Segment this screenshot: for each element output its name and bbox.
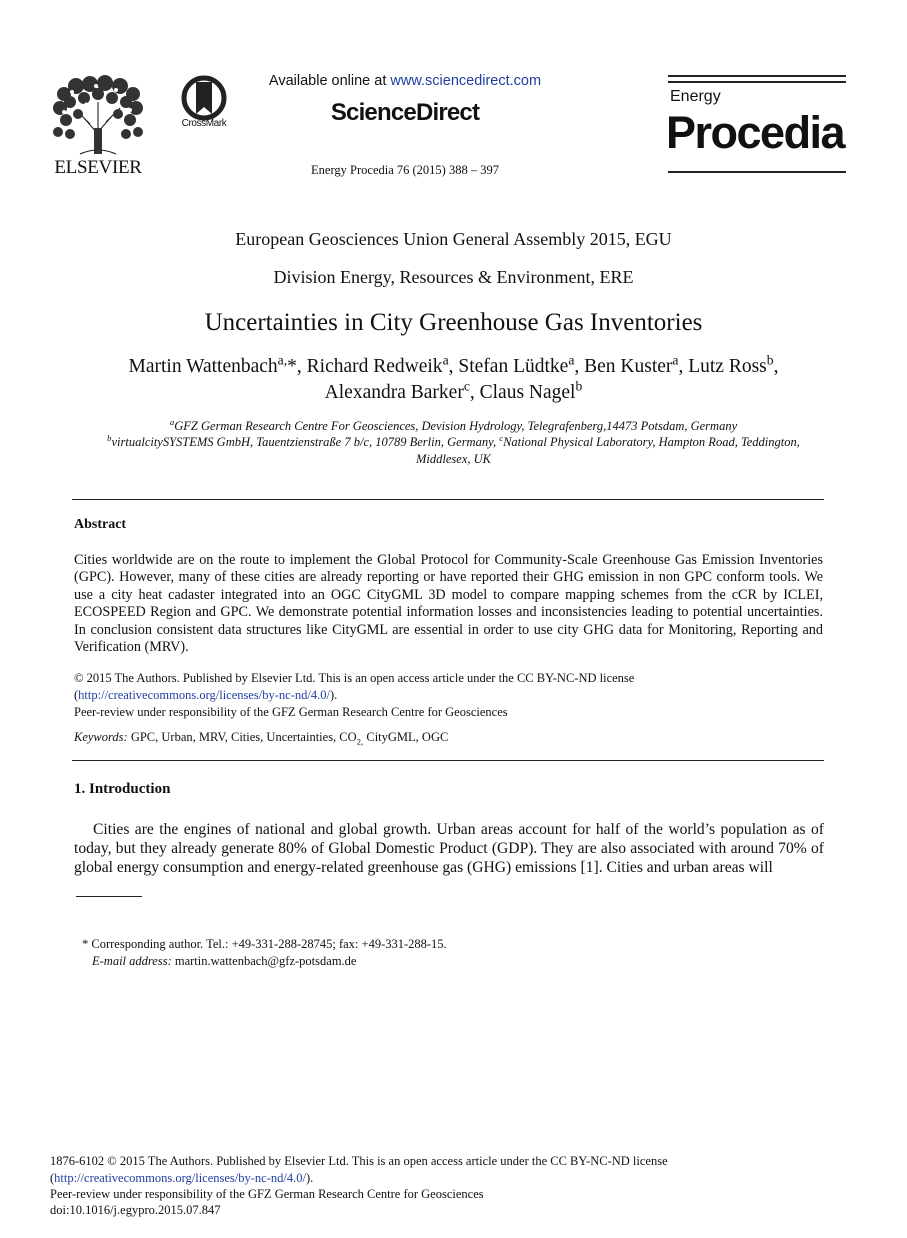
journal-rule-top	[668, 75, 846, 77]
bottom-license-link[interactable]: http://creativecommons.org/licenses/by-nc-nd/4.0/	[54, 1171, 306, 1185]
email-label: E-mail address:	[92, 954, 172, 968]
author-name: Martin Wattenbach	[128, 356, 278, 377]
affiliation-text: virtualcitySYSTEMS GmbH, Tauentzienstraße 7 b/c, 10789 Berlin, Germany,	[111, 435, 500, 449]
affiliation-a	[0, 416, 907, 434]
footnote-rule	[76, 896, 142, 897]
affiliation-text: National Physical Laboratory, Hampton Road, Teddington,	[503, 435, 800, 449]
affiliation-mark: c	[499, 432, 504, 443]
keywords-line	[74, 730, 834, 745]
author-separator: ,	[296, 356, 307, 377]
author-separator: ,	[469, 382, 480, 403]
journal-name-procedia: Procedia	[666, 107, 845, 158]
journal-rule-bottom	[668, 171, 846, 173]
author-affiliation-mark: a	[568, 352, 575, 368]
paren: ).	[305, 1171, 314, 1185]
keywords-text: GPC, Urban, MRV, Cities, Uncertainties, CO	[127, 730, 357, 744]
author-affiliation-mark: a	[442, 352, 449, 368]
author-name: Richard Redweik	[306, 356, 443, 377]
sciencedirect-logo: ScienceDirect	[330, 99, 480, 126]
author-name: Lutz Ross	[688, 356, 767, 377]
keywords-subscript: 2,	[356, 736, 364, 747]
crossmark-label: CrossMark	[181, 118, 227, 129]
footnote-mark: *	[82, 937, 89, 951]
sciencedirect-link[interactable]: www.sciencedirect.com	[390, 73, 542, 89]
peer-review-line: Peer-review under responsibility of the GFZ German Research Centre for Geosciences	[74, 705, 508, 719]
bottom-license-link-line	[50, 1171, 313, 1186]
journal-reference: Energy Procedia 76 (2015) 388 – 397	[311, 163, 499, 177]
doi-line: doi:10.1016/j.egypro.2015.07.847	[50, 1203, 221, 1217]
affiliation-text: GFZ German Research Centre For Geosciences, Devision Hydrology, Telegrafenberg,14473 Potsdam, Germany	[174, 419, 738, 433]
author-affiliation-mark: a,	[277, 352, 288, 368]
paper-title: Uncertainties in City Greenhouse Gas Inventories	[204, 309, 703, 336]
footnote-corresponding	[82, 937, 447, 952]
introduction-text: Cities are the engines of national and global growth. Urban areas account for half of the world’s population as of today, but they already generate 80% of Global Domestic Product (GDP). They are also associated with around 70% of global energy consumption and energy-related greenhouse gas (GHG) emissions [1]. Cities and urban areas will	[74, 821, 824, 876]
abstract-heading: Abstract	[74, 517, 127, 532]
affiliation-c-continued: Middlesex, UK	[416, 452, 491, 466]
author-affiliation-mark: c	[463, 378, 470, 394]
keywords-text: CityGML, OGC	[363, 730, 449, 744]
abstract-text: Cities worldwide are on the route to implement the Global Protocol for Community-Scale Greenhouse Gas Emission Inventories (GPC). However, many of these cities are already reporting or have reported their GHG emission in non GPC conform tools. We use a city heat cadaster integrated into an OGC CityGML 3D model to compare mapping schemes from the cCR by ICLEI, ECOSPEED Region and GPC. We demonstrate potential information losses and inconsistencies leading to potential uncertainties. In conclusion consistent data structures like CityGML are essential in order to use city GHG data for Monitoring, Reporting and Verification (MRV).	[74, 552, 823, 656]
author-name: Claus Nagel	[479, 382, 576, 403]
author-separator: ,	[773, 356, 779, 377]
divider-middle	[72, 760, 824, 761]
affiliation-mark: b	[107, 432, 112, 443]
license-link-line	[74, 688, 834, 703]
author-affiliation-mark: b	[766, 352, 774, 368]
affiliation-mark: a	[169, 416, 175, 427]
bottom-peer-review: Peer-review under responsibility of the GFZ German Research Centre for Geosciences	[50, 1187, 484, 1201]
author-separator: ,	[448, 356, 459, 377]
paren: (	[74, 688, 79, 702]
author-name: Stefan Lüdtke	[458, 356, 569, 377]
corresponding-mark: *	[287, 356, 297, 377]
author-affiliation-mark: a	[672, 352, 679, 368]
elsevier-wordmark: ELSEVIER	[54, 157, 142, 178]
author-separator: ,	[678, 356, 689, 377]
available-online	[250, 73, 560, 89]
author-list-line-1	[0, 352, 907, 378]
footnote-text: Corresponding author. Tel.: +49-331-288-28745; fax: +49-331-288-15.	[88, 937, 447, 951]
author-affiliation-mark: b	[575, 378, 583, 394]
affiliation-b-c	[0, 432, 907, 450]
paren: ).	[329, 688, 338, 702]
section-heading-introduction: 1. Introduction	[74, 781, 171, 797]
keywords-label: Keywords:	[74, 730, 128, 744]
author-name: Alexandra Barker	[324, 382, 464, 403]
conference-line-2: Division Energy, Resources & Environment, ERE	[273, 267, 634, 287]
copyright-line: © 2015 The Authors. Published by Elsevier Ltd. This is an open access article under the CC BY-NC-ND license	[74, 671, 635, 685]
conference-line-1: European Geosciences Union General Assembly 2015, EGU	[235, 229, 672, 249]
footnote-email	[92, 954, 356, 969]
email-address: martin.wattenbach@gfz-potsdam.de	[171, 954, 357, 968]
issn-copyright-line: 1876-6102 © 2015 The Authors. Published by Elsevier Ltd. This is an open access article under the CC BY-NC-ND license	[50, 1154, 668, 1168]
author-list-line-2	[0, 378, 907, 404]
divider-top	[72, 499, 824, 500]
paren: (	[50, 1171, 55, 1185]
journal-rule-top-2	[668, 81, 846, 83]
journal-name-energy: Energy	[670, 88, 721, 105]
available-prefix: Available online at	[268, 73, 391, 89]
author-separator: ,	[574, 356, 585, 377]
license-link[interactable]: http://creativecommons.org/licenses/by-nc-nd/4.0/	[78, 688, 330, 702]
author-name: Ben Kuster	[584, 356, 673, 377]
